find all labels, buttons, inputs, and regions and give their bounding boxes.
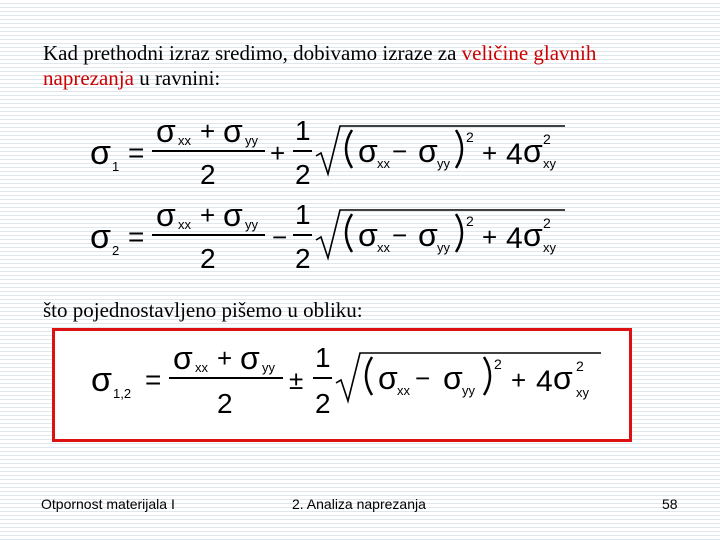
plus-sign: + xyxy=(270,138,286,168)
equation-sigma-1 xyxy=(90,113,580,196)
sigma-symbol: σ xyxy=(91,361,112,399)
minus-sign: − xyxy=(415,363,431,393)
subscript-2: 2 xyxy=(112,243,120,258)
left-paren xyxy=(346,130,352,168)
subscript-yy: yy xyxy=(437,240,450,255)
exponent-2: 2 xyxy=(543,131,551,147)
subscript-xy: xy xyxy=(543,156,556,171)
sigma-symbol: σ xyxy=(358,133,378,169)
sigma-symbol: σ xyxy=(523,133,543,169)
footer-course-title: Otpornost materijala I xyxy=(41,496,175,512)
sigma-symbol: σ xyxy=(90,218,111,256)
left-paren xyxy=(366,357,372,395)
subscript-xy: xy xyxy=(543,240,556,255)
middle-paragraph: što pojednostavljeno pišemo u obliku: xyxy=(43,298,363,322)
subscript-xx: xx xyxy=(377,156,390,171)
highlight-box xyxy=(52,328,632,442)
coefficient-4: 4 xyxy=(506,222,523,255)
sigma-symbol: σ xyxy=(156,197,176,233)
subscript-yy: yy xyxy=(462,383,475,398)
equation-sigma-2 xyxy=(90,197,580,280)
equation-sigma-1-2 xyxy=(91,341,611,426)
intro-text-end: u ravnini: xyxy=(133,66,221,90)
intro-paragraph xyxy=(43,41,643,91)
numerator-1: 1 xyxy=(295,199,311,230)
denominator-2: 2 xyxy=(200,159,216,190)
exponent-2: 2 xyxy=(466,213,474,229)
denominator-2: 2 xyxy=(295,243,311,274)
sigma-symbol: σ xyxy=(523,217,543,253)
subscript-yy: yy xyxy=(245,133,258,148)
numerator-1: 1 xyxy=(295,115,311,146)
denominator-2: 2 xyxy=(315,388,331,419)
denominator-2: 2 xyxy=(295,159,311,190)
subscript-yy: yy xyxy=(262,360,275,375)
equals-sign: = xyxy=(128,137,145,168)
plus-sign: + xyxy=(200,116,216,146)
coefficient-4: 4 xyxy=(506,138,523,171)
subscript-1: 1 xyxy=(112,159,120,174)
subscript-xy: xy xyxy=(576,385,589,400)
coefficient-4: 4 xyxy=(536,365,553,398)
sigma-symbol: σ xyxy=(240,340,260,376)
plus-sign: + xyxy=(200,200,216,230)
sigma-symbol: σ xyxy=(418,133,438,169)
plus-sign: + xyxy=(482,138,498,168)
sigma-symbol: σ xyxy=(418,217,438,253)
subscript-yy: yy xyxy=(245,217,258,232)
sigma-symbol: σ xyxy=(223,113,243,149)
intro-highlight: veličine glavnih naprezanja xyxy=(43,41,597,90)
sigma-symbol: σ xyxy=(173,340,193,376)
minus-sign: − xyxy=(392,220,408,250)
subscript-xx: xx xyxy=(178,133,191,148)
equals-sign: = xyxy=(128,221,145,252)
footer-page-number: 58 xyxy=(662,496,678,512)
sigma-symbol: σ xyxy=(443,360,463,396)
minus-sign: − xyxy=(272,222,288,252)
numerator-1: 1 xyxy=(315,342,331,373)
plus-sign: + xyxy=(217,343,233,373)
equals-sign: = xyxy=(145,364,162,395)
subscript-xx: xx xyxy=(397,383,410,398)
exponent-2: 2 xyxy=(576,358,584,374)
sigma-symbol: σ xyxy=(90,134,111,172)
subscript-xx: xx xyxy=(377,240,390,255)
exponent-2: 2 xyxy=(494,356,502,372)
subscript-yy: yy xyxy=(437,156,450,171)
minus-sign: − xyxy=(392,136,408,166)
right-paren xyxy=(456,130,462,168)
sigma-symbol: σ xyxy=(358,217,378,253)
sigma-symbol: σ xyxy=(223,197,243,233)
footer-chapter-title: 2. Analiza naprezanja xyxy=(292,496,426,512)
subscript-1-2: 1,2 xyxy=(113,386,132,401)
sigma-symbol: σ xyxy=(553,360,573,396)
sigma-symbol: σ xyxy=(378,360,398,396)
exponent-2: 2 xyxy=(466,129,474,145)
subscript-xx: xx xyxy=(178,217,191,232)
sigma-symbol: σ xyxy=(156,113,176,149)
left-paren xyxy=(346,214,352,252)
exponent-2: 2 xyxy=(543,215,551,231)
subscript-xx: xx xyxy=(195,360,208,375)
plus-minus-sign: ± xyxy=(289,365,304,395)
plus-sign: + xyxy=(511,365,527,395)
right-paren xyxy=(456,214,462,252)
right-paren xyxy=(484,357,490,395)
denominator-2: 2 xyxy=(200,243,216,274)
intro-text-start: Kad prethodni izraz sredimo, dobivamo izraze za xyxy=(43,41,462,65)
denominator-2: 2 xyxy=(217,388,233,419)
plus-sign: + xyxy=(482,222,498,252)
